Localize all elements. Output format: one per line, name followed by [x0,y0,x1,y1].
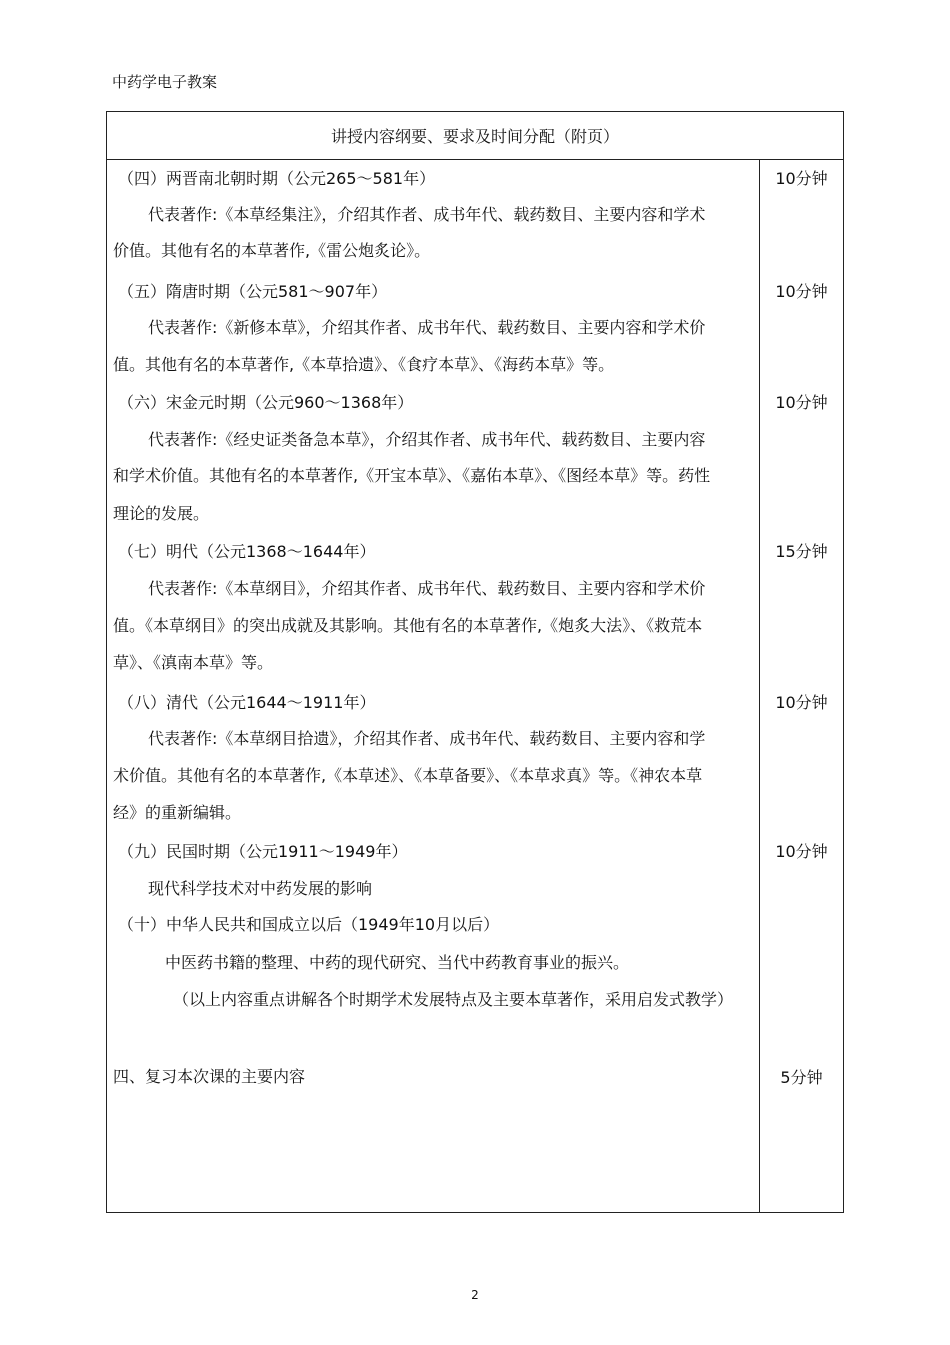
section-text: 值。《本草纲目》的突出成就及其影响。其他有名的本草著作,《炮炙大法》、《救荒本 [113,616,703,635]
section-text: 代表著作:《本草经集注》，介绍其作者、成书年代、载药数目、主要内容和学术 [148,205,706,224]
section-text: 和学术价值。其他有名的本草著作,《开宝本草》、《嘉佑本草》、《图经本草》等。药性 [113,466,711,485]
section-text: 代表著作:《本草纲目拾遗》，介绍其作者、成书年代、载药数目、主要内容和学 [148,729,706,748]
lesson-table [106,111,844,1213]
section-heading: （四）两晋南北朝时期（公元265～581年） [118,169,436,188]
time-allocation: 10分钟 [775,282,828,301]
section-text: 经》的重新编辑。 [113,803,242,822]
section-text: 代表著作:《本草纲目》，介绍其作者、成书年代、载药数目、主要内容和学术价 [148,579,706,598]
time-allocation: 10分钟 [775,693,828,712]
section-heading: （八）清代（公元1644～1911年） [118,693,376,712]
section-text: 代表著作:《经史证类备急本草》，介绍其作者、成书年代、载药数目、主要内容 [148,430,706,449]
time-allocation: 15分钟 [775,542,828,561]
time-allocation: 10分钟 [775,393,828,412]
review-time: 5分钟 [780,1068,823,1087]
section-heading: （七）明代（公元1368～1644年） [118,542,376,561]
time-allocation: 10分钟 [775,169,828,188]
section-text: 代表著作:《新修本草》，介绍其作者、成书年代、载药数目、主要内容和学术价 [148,318,706,337]
section-heading: （十）中华人民共和国成立以后（1949年10月以后） [118,915,500,934]
section-text: 现代科学技术对中药发展的影响 [148,879,373,898]
section-heading: （九）民国时期（公元1911～1949年） [118,842,408,861]
page-number: 2 [471,1288,479,1302]
section-text: 术价值。其他有名的本草著作,《本草述》、《本草备要》、《本草求真》等。《神农本草 [113,766,703,785]
section-heading: （五）隋唐时期（公元581～907年） [118,282,388,301]
time-allocation: 10分钟 [775,842,828,861]
teaching-note: （以上内容重点讲解各个时期学术发展特点及主要本草著作，采用启发式教学） [173,990,734,1009]
document-header: 中药学电子教案 [112,73,218,91]
section-text: 草》、《滇南本草》等。 [113,653,274,672]
review-heading: 四、复习本次课的主要内容 [113,1067,306,1086]
section-heading: （六）宋金元时期（公元960～1368年） [118,393,414,412]
section-text: 值。其他有名的本草著作,《本草拾遗》、《食疗本草》、《海药本草》等。 [113,355,615,374]
section-text: 理论的发展。 [113,504,210,523]
section-text: 价值。其他有名的本草著作,《雷公炮炙论》。 [113,241,431,260]
section-text: 中医药书籍的整理、中药的现代研究、当代中药教育事业的振兴。 [165,953,630,972]
table-title: 讲授内容纲要、要求及时间分配（附页） [107,112,843,160]
column-divider [759,160,760,1212]
